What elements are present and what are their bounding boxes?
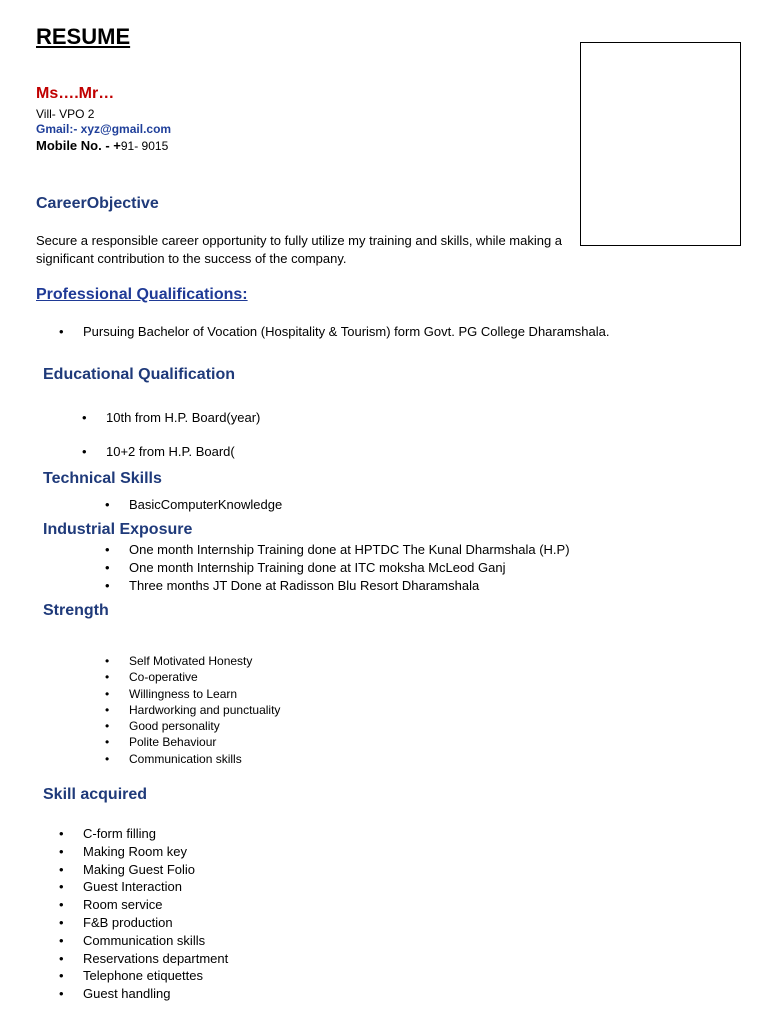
skill-acquired-list — [59, 825, 229, 1003]
list-item — [82, 435, 260, 469]
list-item-text: Guest Interaction — [83, 879, 182, 895]
list-item — [59, 914, 228, 932]
list-item — [105, 702, 281, 718]
bullet-icon: • — [105, 578, 110, 593]
list-item-text: BasicComputerKnowledge — [129, 497, 283, 512]
list-item-text: Making Guest Folio — [83, 861, 195, 877]
list-item-text: Willingness to Learn — [129, 686, 238, 701]
list-item — [59, 985, 228, 1003]
bullet-icon: • — [59, 879, 64, 895]
list-item-text: Communication skills — [83, 932, 206, 948]
bullet-icon: • — [105, 560, 110, 575]
list-item — [105, 496, 283, 514]
list-item — [105, 577, 570, 595]
list-item — [59, 825, 228, 843]
bullet-icon: • — [105, 719, 110, 734]
list-item-text: One month Internship Training done at ITC moksha McLeod Ganj — [129, 560, 506, 575]
strength-heading: Strength — [43, 602, 109, 619]
list-item-text: Reservations department — [83, 950, 229, 966]
industrial-exposure-heading: Industrial Exposure — [43, 521, 193, 538]
list-item-text: Three months JT Done at Radisson Blu Resort Dharamshala — [129, 578, 480, 593]
bullet-icon: • — [59, 968, 64, 984]
bullet-icon: • — [105, 654, 110, 668]
list-item-text: Self Motivated Honesty — [129, 654, 253, 668]
strength-list — [105, 653, 281, 767]
list-item — [82, 401, 261, 435]
list-item-text: 10th from H.P. Board(year) — [106, 410, 261, 425]
bullet-icon: • — [59, 986, 64, 1002]
list-item — [59, 950, 229, 968]
technical-skills-heading: Technical Skills — [43, 470, 162, 487]
list-item-text: Good personality — [129, 719, 220, 734]
list-item — [105, 686, 280, 702]
list-item — [59, 896, 228, 914]
list-item-text: Communication skills — [129, 751, 242, 766]
bullet-icon: • — [82, 410, 87, 425]
bullet-icon: • — [105, 702, 110, 717]
list-item-text: 10+2 from H.P. Board( — [106, 444, 235, 459]
professional-qualifications-heading: Professional Qualifications: — [36, 286, 248, 303]
list-item — [105, 718, 280, 734]
bullet-icon: • — [105, 751, 110, 766]
list-item-text: F&B production — [83, 914, 173, 930]
bullet-icon: • — [105, 670, 110, 685]
address: Vill- VPO 2 — [36, 107, 95, 121]
list-item — [105, 653, 280, 669]
resume-title: RESUME — [36, 24, 131, 49]
bullet-icon: • — [59, 932, 64, 948]
bullet-icon: • — [59, 843, 64, 859]
technical-list — [105, 496, 283, 514]
list-item-text: Co-operative — [129, 670, 198, 685]
candidate-name: Ms….Mr… — [36, 85, 115, 102]
career-objective-heading: CareerObjective — [36, 195, 159, 212]
bullet-icon: • — [82, 444, 87, 459]
list-item-text: Telephone etiquettes — [83, 968, 203, 984]
mobile-label: Mobile No. - + — [36, 138, 121, 153]
industrial-list — [105, 541, 570, 595]
bullet-icon: • — [59, 324, 64, 339]
list-item — [105, 541, 570, 559]
photo-placeholder — [580, 42, 741, 246]
list-item — [59, 843, 228, 861]
list-item — [59, 967, 228, 985]
list-item-text: Guest handling — [83, 986, 171, 1002]
mobile-value: 91- 9015 — [120, 139, 169, 153]
bullet-icon: • — [59, 897, 64, 913]
bullet-icon: • — [59, 826, 64, 841]
professional-list — [59, 323, 610, 341]
list-item — [105, 734, 280, 750]
list-item — [59, 323, 610, 341]
list-item — [59, 932, 228, 950]
bullet-icon: • — [59, 861, 64, 877]
list-item — [105, 669, 280, 685]
list-item — [59, 861, 228, 879]
list-item-text: C-form filling — [83, 826, 156, 841]
list-item-text: Room service — [83, 897, 163, 913]
bullet-icon: • — [105, 497, 110, 512]
list-item-text: Pursuing Bachelor of Vocation (Hospitality & Tourism) form Govt. PG College Dharamshala. — [83, 324, 610, 339]
career-objective-text: Secure a responsible career opportunity to fully utilize my training and skills, while making a significant contribution to the success of the company. — [36, 233, 563, 266]
list-item-text: One month Internship Training done at HPTDC The Kunal Dharmshala (H.P) — [129, 542, 570, 557]
bullet-icon: • — [105, 735, 110, 750]
skill-acquired-heading: Skill acquired — [43, 786, 148, 803]
list-item — [105, 751, 280, 767]
list-item-text: Polite Behaviour — [129, 735, 217, 750]
bullet-icon: • — [59, 950, 64, 966]
mobile-number — [36, 138, 168, 153]
email: Gmail:- xyz@gmail.com — [36, 122, 172, 136]
list-item-text: Making Room key — [83, 843, 188, 859]
educational-list — [82, 401, 261, 469]
bullet-icon: • — [105, 686, 110, 701]
bullet-icon: • — [59, 914, 64, 930]
list-item-text: Hardworking and punctuality — [129, 702, 281, 717]
bullet-icon: • — [105, 542, 110, 557]
educational-qualification-heading: Educational Qualification — [43, 366, 236, 383]
list-item — [59, 878, 228, 896]
list-item — [105, 559, 570, 577]
